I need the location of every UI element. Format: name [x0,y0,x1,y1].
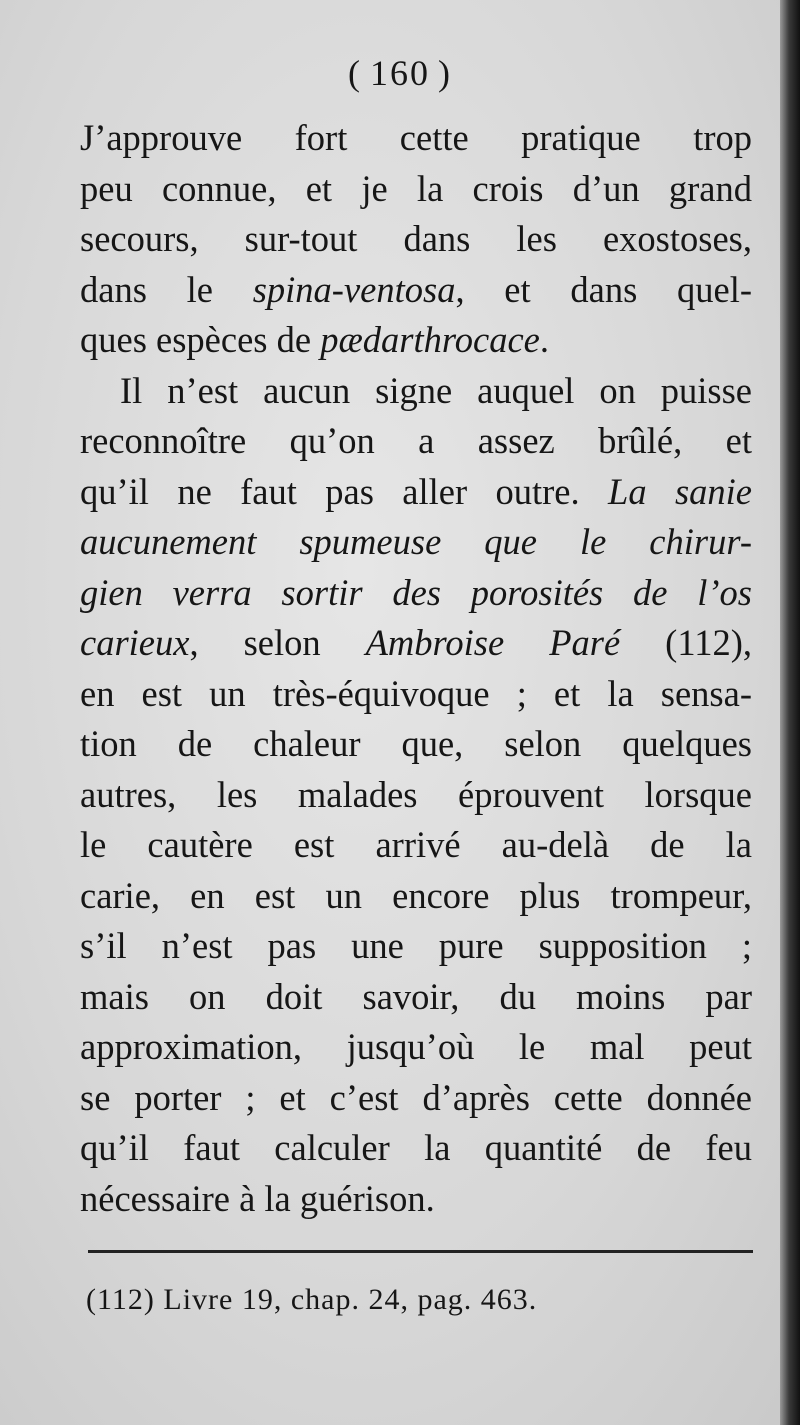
text-run: dans le [80,268,253,310]
text-line: Il n’est aucun signe auquel on puisse [120,369,752,411]
page-edge-shadow [780,0,800,1425]
text-line: en est un très-équivoque ; et la sensa- [80,672,752,714]
italic-term-spina-ventosa: spina-ventosa [252,268,456,310]
page-number [0,52,800,94]
text-line: secours, sur-tout dans les exostoses, [80,218,752,259]
text-run: , et dans quel- [455,268,752,310]
text-run: ques espèces de [80,319,321,360]
footnote: (112) Livre 19, chap. 24, pag. 463. [86,1283,538,1316]
italic-quote: La sanie [608,470,752,512]
page-number-open-paren: ( [348,53,362,93]
italic-author-name: Ambroise Paré [365,622,621,663]
page-number-value: 160 [370,53,430,93]
text-line: nécessaire à la guérison. [80,1177,435,1219]
text-line [80,618,752,669]
text-line [80,315,752,366]
text-run: . [539,319,549,360]
italic-quote: carieux [80,622,190,663]
text-line [80,467,752,518]
body-text [80,113,752,1224]
text-line: tion de chaleur que, selon quelques [80,723,752,764]
footnote-reference: (112), [620,622,752,663]
text-run: , selon [189,622,366,663]
text-line: mais on doit savoir, du moins par [80,975,752,1017]
text-line: le cautère est arrivé au-delà de la [80,824,752,865]
text-line-italic: gien verra sortir des porosités de l’os [80,571,752,613]
page-number-close-paren: ) [438,53,452,93]
text-run: qu’il ne faut pas aller outre. [80,470,609,512]
text-line: carie, en est un encore plus trompeur, [80,874,752,916]
text-line: peu connue, et je la crois d’un grand [80,167,752,209]
text-line: reconnoître qu’on a assez brûlé, et [80,420,752,461]
text-line-italic: aucunement spumeuse que le chirur- [80,521,752,562]
footnote-divider [88,1250,753,1253]
text-line: s’il n’est pas une pure supposition ; [80,925,752,966]
text-line: se porter ; et c’est d’après cette donnée [80,1076,752,1118]
italic-term-paedarthrocace: pædarthrocace [320,319,540,360]
text-line: approximation, jusqu’où le mal peut [80,1026,752,1067]
text-line: autres, les malades éprouvent lorsque [80,773,752,815]
text-line: qu’il faut calculer la quantité de feu [80,1127,752,1168]
text-line: J’approuve fort cette pratique trop [80,117,752,158]
text-line [80,265,752,316]
